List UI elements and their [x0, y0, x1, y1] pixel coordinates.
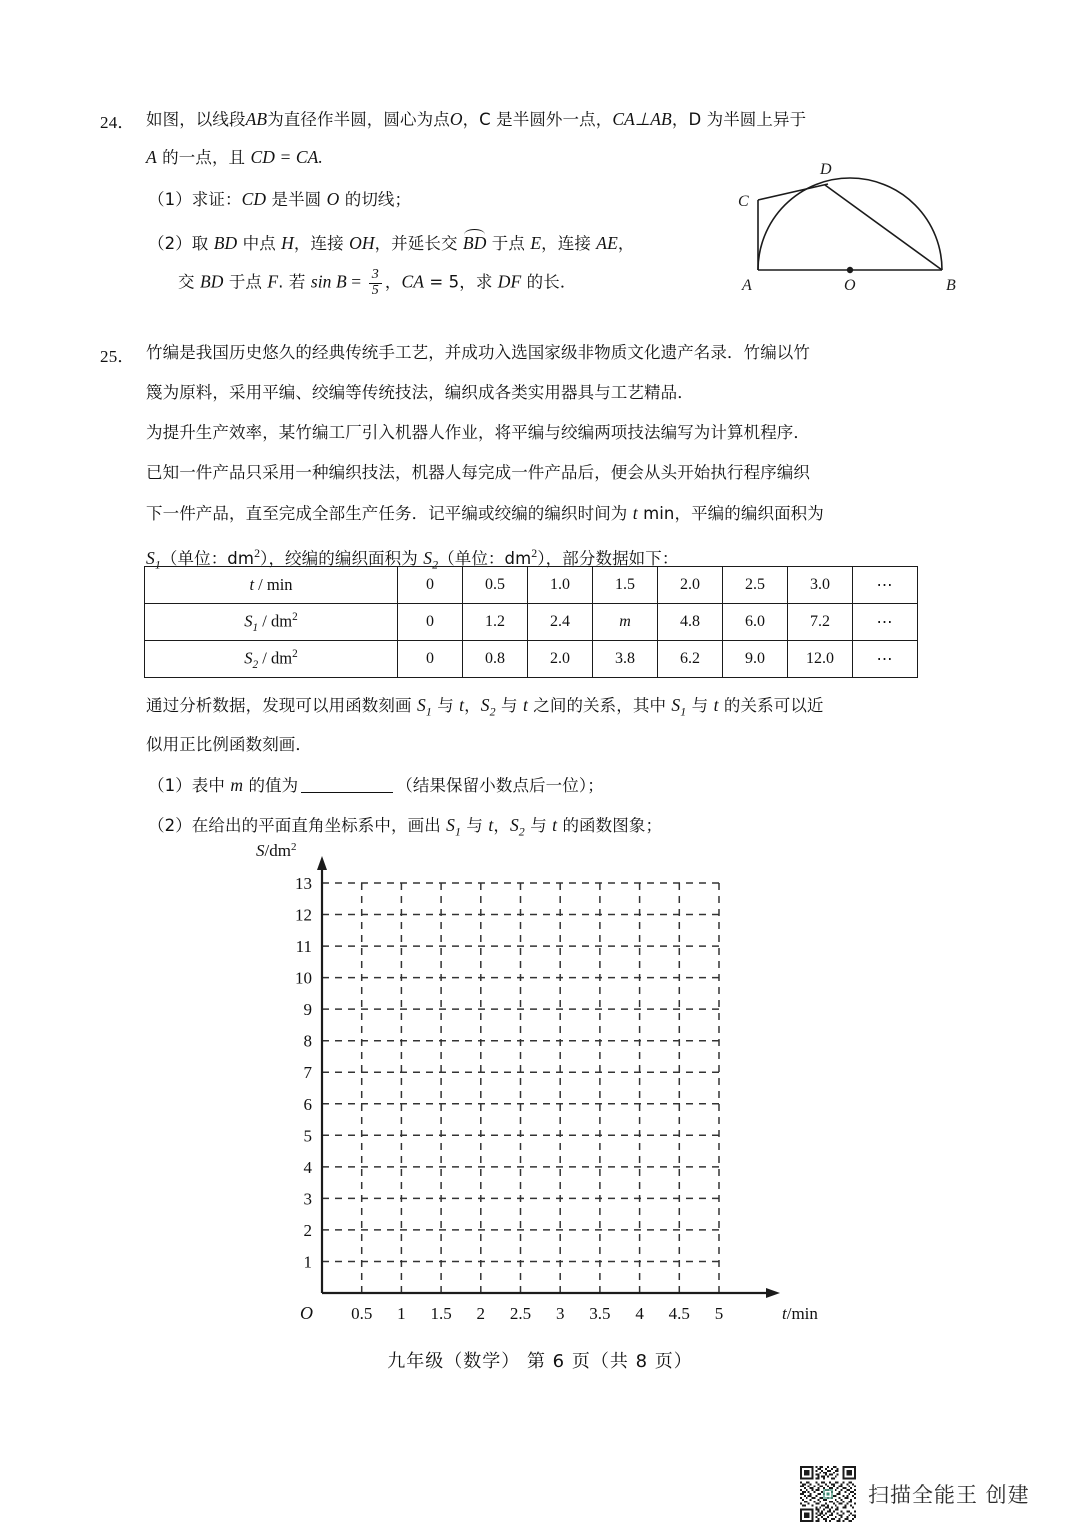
math-BD: BD	[213, 233, 238, 253]
text-fragment: （单位：dm	[438, 548, 532, 568]
text-fragment: 于点	[486, 234, 531, 253]
text-fragment: 的长．	[521, 272, 577, 292]
page-footer: 九年级（数学） 第 6 页（共 8 页）	[387, 1351, 693, 1372]
math-t: t	[459, 695, 465, 715]
text-fragment: 与	[495, 696, 523, 715]
semicircle-geometry-figure	[728, 158, 968, 298]
math-CA: CA	[401, 271, 425, 292]
table-row-header: $S_1 / dm^2$	[145, 604, 398, 641]
math-equals: =	[346, 271, 366, 292]
text-fragment: 为直径作半圆，圆心为点	[267, 110, 450, 129]
table-cell: 2.0	[528, 641, 593, 678]
text-fragment: 的一点，且	[156, 148, 251, 167]
math-S1: S	[146, 547, 155, 568]
math-AE: AE	[596, 233, 618, 253]
math-CD-eq-CA: CD = CA.	[250, 147, 323, 167]
table-cell: 0.5	[463, 567, 528, 604]
math-O: O	[326, 189, 340, 209]
table-cell: 0	[398, 641, 463, 678]
text-fragment: （2）取	[148, 234, 214, 253]
table-row	[145, 604, 918, 641]
figure-label-B: B	[946, 277, 956, 294]
text-fragment: 与	[686, 696, 714, 715]
math-S1: S	[671, 695, 681, 715]
table-row-header: t / min	[145, 567, 398, 604]
problem-25-para1-line2: 篾为原料，采用平编、绞编等传统技法，编织成各类实用器具与工艺精品．	[146, 383, 694, 402]
math-H: H	[281, 233, 294, 253]
text-fragment: ，连接	[541, 234, 597, 253]
text-fragment: 与	[524, 816, 553, 835]
problem-24-stem-line-2	[146, 146, 323, 169]
figure-label-O: O	[844, 277, 856, 294]
problem-25-para2-line2: 已知一件产品只采用一种编织技法，机器人每完成一件产品后，便会从头开始执行程序编织	[146, 463, 810, 482]
text-fragment: ），部分数据如下：	[537, 548, 679, 568]
figure-label-C: C	[738, 193, 749, 210]
math-CD: CD	[241, 189, 267, 209]
data-table	[144, 566, 918, 678]
table-cell: 12.0	[788, 641, 853, 678]
math-S2-subscript: 2	[518, 824, 525, 839]
text-fragment: 通过分析数据，发现可以用函数刻画	[146, 696, 417, 715]
y-axis-arrow	[317, 856, 327, 870]
problem-24-part-2-line-1	[148, 230, 635, 255]
center-point-O	[847, 267, 853, 273]
text-fragment: 于点	[223, 272, 268, 292]
math-S1: S	[446, 815, 456, 835]
table-cell-ellipsis: ⋯	[853, 604, 918, 641]
coordinate-grid-chart	[250, 836, 818, 1323]
math-BD: BD	[199, 271, 224, 292]
x-axis-title: t/min	[782, 1304, 818, 1323]
figure-label-D: D	[820, 161, 832, 178]
math-t: t	[552, 815, 558, 835]
problem-25-para2-line3	[146, 502, 824, 525]
text-fragment: 如图，以线段	[146, 110, 246, 129]
table-cell: m	[593, 604, 658, 641]
table-cell: 7.2	[788, 604, 853, 641]
math-S2: S	[509, 815, 519, 835]
text-fragment: （单位：dm	[160, 548, 255, 568]
table-cell: 1.0	[528, 567, 593, 604]
math-F: F	[267, 271, 279, 292]
fraction-denominator: 5	[371, 282, 379, 298]
scanner-watermark	[800, 1466, 1030, 1522]
text-fragment: 的函数图象；	[557, 816, 663, 835]
y-axis-tick-label: 8	[303, 1031, 312, 1051]
watermark-text: 扫描全能王 创建	[868, 1483, 1030, 1507]
text-fragment: 与	[461, 816, 489, 835]
x-axis-tick-label: 3	[555, 1304, 565, 1323]
text-fragment: ，连接	[293, 234, 350, 253]
problem-24-part-1	[148, 188, 411, 211]
text-fragment: 之间的关系，其中	[527, 696, 672, 715]
problem-25-question-1	[148, 774, 604, 797]
math-t: t	[713, 695, 719, 715]
x-axis-tick-label: 2	[476, 1304, 486, 1323]
y-axis-tick-label: 13	[295, 874, 312, 893]
math-S1-subscript: 1	[680, 704, 687, 719]
math-S2-subscript: 2	[489, 704, 496, 719]
text-fragment: ，	[464, 696, 481, 715]
text-fragment: （结果保留小数点后一位）；	[396, 776, 604, 795]
x-axis-tick-label: 2.5	[509, 1304, 532, 1323]
x-axis-tick-label: 4.5	[668, 1304, 690, 1323]
text-fragment: 的切线；	[339, 190, 412, 209]
y-axis-tick-label: 3	[303, 1189, 312, 1209]
problem-25-para3-line2: 似用正比例函数刻画．	[146, 735, 312, 754]
math-S1-subscript: 1	[154, 557, 161, 572]
problem-24-stem-line-1	[146, 108, 806, 131]
math-E: E	[530, 233, 542, 253]
math-arc-BD: BD	[463, 230, 487, 254]
problem-25-para3-line1	[146, 694, 824, 723]
math-sin-B: sin B	[310, 271, 347, 292]
y-axis-tick-label: 12	[295, 905, 312, 925]
math-m: m	[230, 775, 244, 795]
math-S2-subscript: 2	[432, 557, 439, 572]
math-t: t	[522, 695, 528, 715]
table-cell: 6.0	[723, 604, 788, 641]
problem-25-para2-line1: 为提升生产效率，某竹编工厂引入机器人作业，将平编与绞编两项技法编写为计算机程序．	[146, 423, 810, 442]
table-cell: 0	[398, 567, 463, 604]
math-S1-subscript: 1	[455, 824, 462, 839]
table-row	[145, 567, 918, 604]
y-axis-tick-label: 4	[303, 1157, 312, 1177]
math-O: O	[449, 109, 463, 129]
text-fragment: ，D 为半圆上异于	[671, 110, 807, 129]
x-axis-tick-label: 4	[635, 1304, 644, 1323]
text-fragment: 的关系可以近	[718, 696, 824, 715]
problem-24-number: 24．	[100, 113, 135, 132]
text-fragment: ，C 是半圆外一点，	[462, 110, 613, 129]
text-fragment: ，	[617, 234, 635, 253]
problem-25-number: 25．	[100, 347, 135, 366]
math-S1: S	[416, 695, 426, 715]
text-fragment: 中点	[237, 234, 282, 253]
text-fragment: 交	[178, 272, 200, 292]
table-cell: 1.5	[593, 567, 658, 604]
x-axis-tick-label: 1.5	[430, 1304, 452, 1323]
math-S2: S	[423, 547, 433, 568]
problem-24-part-2-line-2	[178, 268, 576, 298]
y-axis-tick-label: 2	[303, 1220, 312, 1240]
y-axis-tick-label: 10	[295, 968, 312, 988]
table-cell: 2.4	[528, 604, 593, 641]
x-axis-tick-label: 5	[714, 1304, 724, 1323]
table-cell: 9.0	[723, 641, 788, 678]
math-OH: OH	[349, 233, 375, 253]
table-row-header: $S_2 / dm^2$	[145, 641, 398, 678]
math-AB: AB	[245, 109, 268, 129]
y-axis-title: $S/dm^2$	[256, 841, 297, 860]
y-axis-tick-label: 5	[303, 1126, 312, 1146]
y-axis-tick-label: 9	[303, 1000, 312, 1020]
math-t: t	[632, 503, 638, 523]
table-cell: 4.8	[658, 604, 723, 641]
y-axis-tick-label: 6	[303, 1094, 312, 1114]
table-cell: 3.0	[788, 567, 853, 604]
text-fragment: 下一件产品，直至完成全部生产任务．记平编或绞编的编织时间为	[146, 504, 633, 523]
x-axis-tick-label: 0.5	[351, 1304, 373, 1323]
origin-label: O	[300, 1303, 313, 1323]
table-cell: 0	[398, 604, 463, 641]
table-cell: 0.8	[463, 641, 528, 678]
text-fragment: 的值为	[243, 776, 299, 795]
math-S1-subscript: 1	[425, 704, 432, 719]
math-DF: DF	[497, 271, 522, 292]
text-fragment: min，平编的编织面积为	[637, 504, 824, 523]
table-cell: 2.5	[723, 567, 788, 604]
figure-label-A: A	[742, 277, 752, 294]
text-fragment: 是半圆	[266, 190, 327, 209]
math-A: A	[146, 147, 157, 167]
math-t: t	[488, 815, 494, 835]
superscript-2: 2	[254, 546, 261, 560]
math-S2: S	[480, 695, 490, 715]
fraction-numerator: 3	[369, 268, 382, 284]
x-axis-tick-label: 1	[397, 1304, 406, 1323]
y-axis-tick-label: 1	[303, 1252, 312, 1272]
x-axis-tick-label: 3.5	[589, 1304, 611, 1323]
text-fragment: （1）求证：	[148, 190, 242, 209]
superscript-2: 2	[531, 546, 538, 560]
text-fragment: （1）表中	[148, 776, 231, 795]
text-fragment: . 若	[278, 272, 311, 292]
table-cell: 3.8	[593, 641, 658, 678]
y-axis-tick-label: 11	[295, 937, 312, 957]
table-cell-ellipsis: ⋯	[853, 567, 918, 604]
text-fragment: ，	[384, 272, 402, 292]
fraction-three-fifths	[369, 268, 382, 298]
qr-code-icon	[800, 1466, 856, 1522]
table-cell: 2.0	[658, 567, 723, 604]
text-fragment: ，	[493, 816, 510, 835]
problem-25-para1-line1: 竹编是我国历史悠久的经典传统手工艺，并成功入选国家级非物质文化遗产名录．竹编以竹	[146, 343, 810, 362]
text-fragment: ，并延长交	[374, 234, 463, 253]
table-row	[145, 641, 918, 678]
text-fragment: （2）在给出的平面直角坐标系中，画出	[148, 816, 447, 835]
chart-svg	[250, 836, 818, 1323]
answer-blank-m[interactable]	[301, 778, 393, 793]
table-cell: 1.2	[463, 604, 528, 641]
text-fragment: 与	[431, 696, 460, 715]
math-CA-perp-AB: CA⊥AB	[612, 109, 672, 129]
text-fragment: = 5，求	[424, 272, 498, 292]
x-axis-arrow	[766, 1288, 780, 1298]
text-fragment: ），绞编的编织面积为	[260, 548, 424, 568]
table-cell-ellipsis: ⋯	[853, 641, 918, 678]
y-axis-tick-label: 7	[303, 1063, 312, 1083]
table-cell: 6.2	[658, 641, 723, 678]
